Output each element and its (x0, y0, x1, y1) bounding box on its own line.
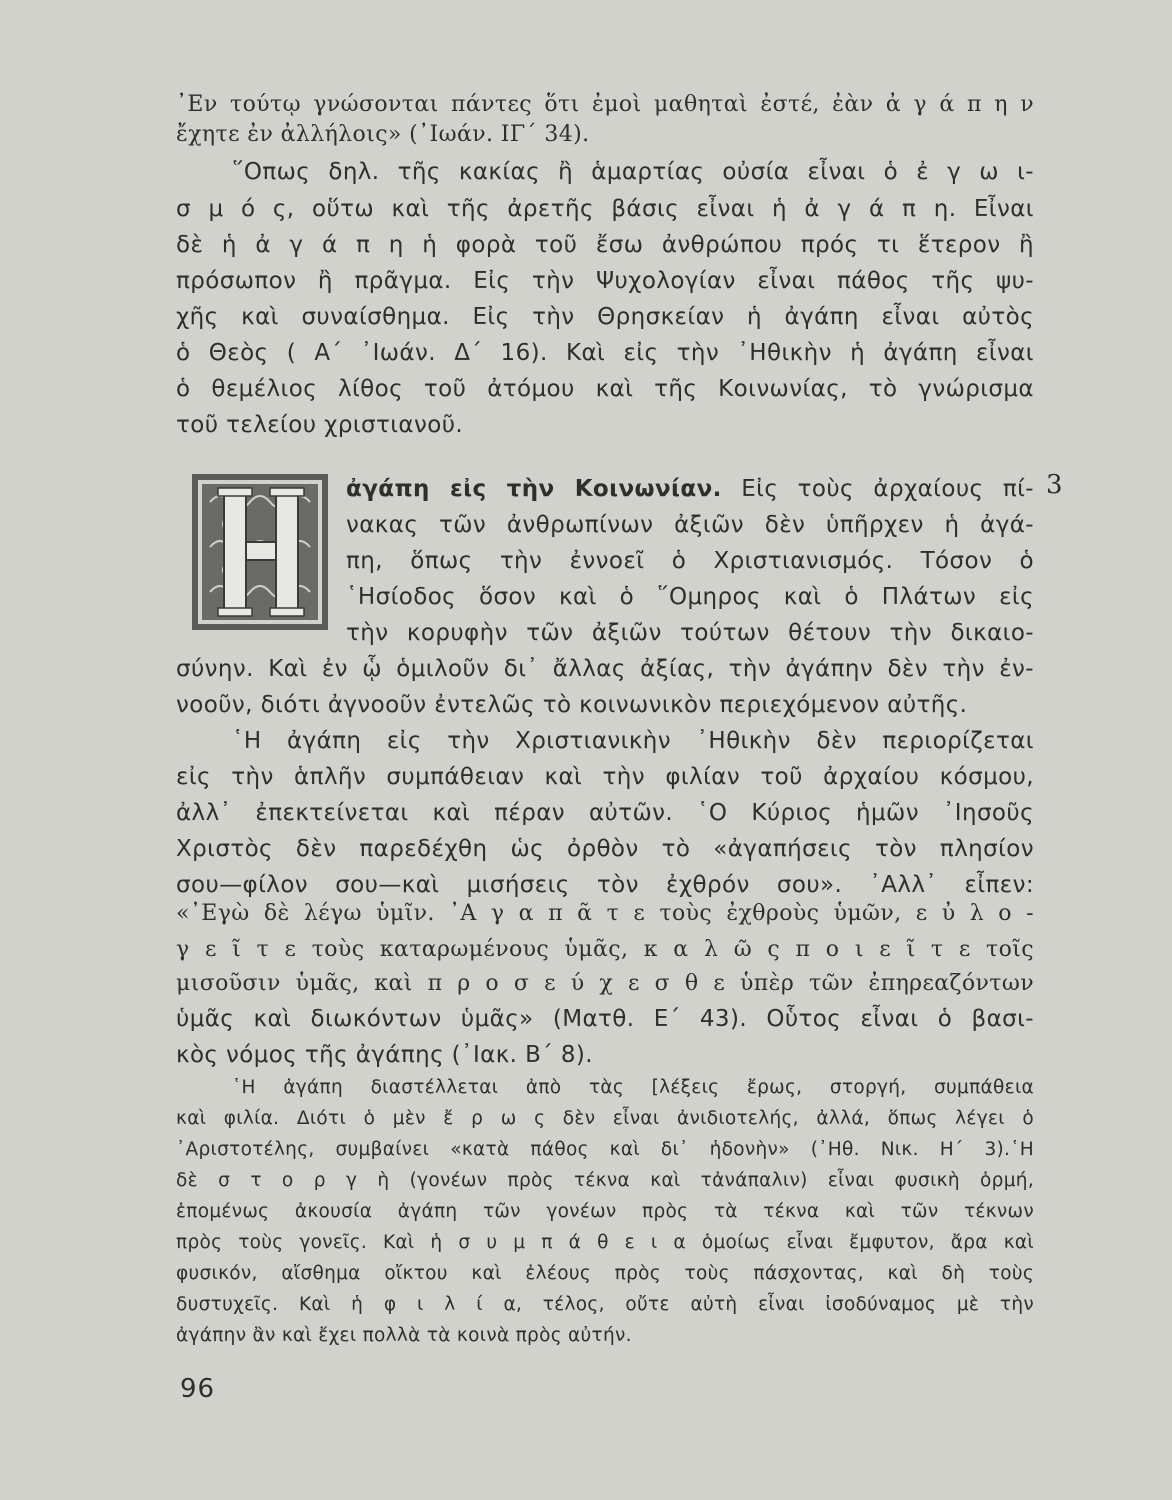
footnote-line: δυστυχεῖς. Καὶ ἡ φ ι λ ί α, τέλος, οὔτε αὐτὴ εἶναι ἰσοδύναμος μὲ τὴν (176, 1294, 1034, 1315)
body-line: ῞Οπως δηλ. τῆς κακίας ἢ ἁμαρτίας οὐσία εἶναι ὁ ἐ γ ω ι- (232, 159, 1034, 185)
body-line: μισοῦσιν ὑμᾶς, καὶ π ρ ο σ ε ύ χ ε σ θ ε ὑπὲρ τῶν ἐπηρεαζόντων (176, 971, 1034, 996)
footnote-line: καὶ φιλία. Διότι ὁ μὲν ἔ ρ ω ς δὲν εἶναι ἀνιδιοτελής, ἀλλά, ὅπως λέγει ὁ (176, 1108, 1034, 1129)
body-line: νοοῦν, διότι ἀγνοοῦν ἐντελῶς τὸ κοινωνικὸν περιεχόμενον αὐτῆς. (176, 692, 968, 718)
body-line: ῾Ησίοδος ὅσον καὶ ὁ ῞Ομηρος καὶ ὁ Πλάτων εἰς (346, 584, 1034, 610)
footnote-line: ἀγάπην ἂν καὶ ἔχει πολλὰ τὰ κοινὰ πρὸς αὐτήν. (176, 1325, 632, 1346)
body-line: πρόσωπον ἢ πρᾶγμα. Εἰς τὴν Ψυχολογίαν εἶναι πάθος τῆς ψυ- (176, 268, 1034, 294)
body-line: τοῦ τελείου χριστιανοῦ. (176, 412, 464, 438)
body-line: ᾿Εν τούτῳ γνώσονται πάντες ὅτι ἐμοὶ μαθηταὶ ἐστέ, ἐὰν ἀ γ ά π η ν (176, 92, 1034, 117)
body-line: ὁ θεμέλιος λίθος τοῦ ἀτόμου καὶ τῆς Κοινωνίας, τὸ γνώρισμα (176, 376, 1034, 402)
section-first-line (346, 474, 1034, 504)
body-line: «᾿Εγὼ δὲ λέγω ὑμῖν. ᾿Α γ α π ᾶ τ ε τοὺς ἐχθροὺς ὑμῶν, ε ὐ λ ο - (176, 901, 1034, 926)
body-line: ῾Η ἀγάπη εἰς τὴν Χριστιανικὴν ᾿Ηθικὴν δὲν περιορίζεται (232, 728, 1034, 754)
body-line: πη, ὅπως τὴν ἐννοεῖ ὁ Χριστιανισμός. Τόσον ὁ (346, 548, 1034, 574)
body-line: κὸς νόμος τῆς ἀγάπης (᾿Ιακ. Β΄ 8). (176, 1042, 593, 1068)
body-line: σύνην. Καὶ ἐν ᾧ ὁμιλοῦν δι᾿ ἄλλας ἀξίας, τὴν ἀγάπην δὲν τὴν ἐν- (176, 656, 1034, 682)
body-line: νακας τῶν ἀνθρωπίνων ἀξιῶν δὲν ὑπῆρχεν ἡ ἀγά- (346, 512, 1034, 538)
drop-cap-initial (190, 472, 330, 632)
body-line: ἔχητε ἐν ἀλλήλοις» (᾿Ιωάν. ΙΓ΄ 34). (176, 122, 590, 147)
body-line: δὲ ἡ ἀ γ ά π η ἡ φορὰ τοῦ ἔσω ἀνθρώπου πρός τι ἕτερον ἢ (176, 232, 1034, 258)
footnote-line: ἑπομένως ἀκουσία ἀγάπη τῶν γονέων πρὸς τὰ τέκνα καὶ τῶν τέκνων (176, 1201, 1034, 1222)
body-line: τὴν κορυφὴν τῶν ἀξιῶν τούτων θέτουν τὴν δικαιο- (346, 620, 1034, 646)
body-line: Χριστὸς δὲν παρεδέχθη ὡς ὀρθὸν τὸ «ἀγαπήσεις τὸν πλησίον (176, 836, 1034, 862)
footnote-line: ῾Η ἀγάπη διαστέλλεται ἀπὸ τὰς [λέξεις ἔρως, στοργή, συμπάθεια (232, 1077, 1034, 1098)
body-line: γ ε ῖ τ ε τοὺς καταρωμένους ὑμᾶς, κ α λ ῶ ς π ο ι ε ῖ τ ε τοῖς (176, 937, 1034, 962)
body-line: χῆς καὶ συναίσθημα. Εἰς τὴν Θρησκείαν ἡ ἀγάπη εἶναι αὐτὸς (176, 304, 1034, 330)
margin-note-number: 3 (1046, 470, 1063, 500)
footnote-line: δὲ σ τ ο ρ γ ὴ (γονέων πρὸς τέκνα καὶ τἀνάπαλιν) εἶναι φυσικὴ ὁρμή, (176, 1170, 1034, 1191)
section-heading-continuation: Εἰς τοὺς ἀρχαίους πί- (721, 476, 1034, 502)
section-heading: ἀγάπη εἰς τὴν Κοινωνίαν. (346, 476, 722, 502)
page-number: 96 (180, 1374, 216, 1404)
body-line: εἰς τὴν ἁπλῆν συμπάθειαν καὶ τὴν φιλίαν τοῦ ἀρχαίου κόσμου, (176, 764, 1034, 790)
body-line: ὑμᾶς καὶ διωκόντων ὑμᾶς» (Ματθ. Ε΄ 43). Οὗτος εἶναι ὁ βασι- (176, 1006, 1034, 1032)
footnote-line: ᾿Αριστοτέλης, συμβαίνει «κατὰ πάθος καὶ δι᾿ ἡδονὴν» (᾿Ηθ. Νικ. Η΄ 3).῾Η (176, 1139, 1034, 1160)
body-line: ὁ Θεὸς ( Α΄ ᾿Ιωάν. Δ΄ 16). Καὶ εἰς τὴν ᾿Ηθικὴν ἡ ἀγάπη εἶναι (176, 340, 1034, 366)
body-line: ἀλλ᾿ ἐπεκτείνεται καὶ πέραν αὐτῶν. ῾Ο Κύριος ἡμῶν ᾿Ιησοῦς (176, 800, 1034, 826)
body-line: σου—φίλον σου—καὶ μισήσεις τὸν ἐχθρόν σου». ᾿Αλλ᾿ εἶπεν: (176, 872, 1034, 898)
footnote-line: φυσικόν, αἴσθημα οἴκτου καὶ ἐλέους πρὸς τοὺς πάσχοντας, καὶ δὴ τοὺς (176, 1263, 1034, 1284)
footnote-line: πρὸς τοὺς γονεῖς. Καὶ ἡ σ υ μ π ά θ ε ι α ὁμοίως εἶναι ἔμφυτον, ἄρα καὶ (176, 1232, 1034, 1253)
body-line: σ μ ό ς, οὕτω καὶ τῆς ἀρετῆς βάσις εἶναι ἡ ἀ γ ά π η. Εἶναι (176, 196, 1034, 222)
